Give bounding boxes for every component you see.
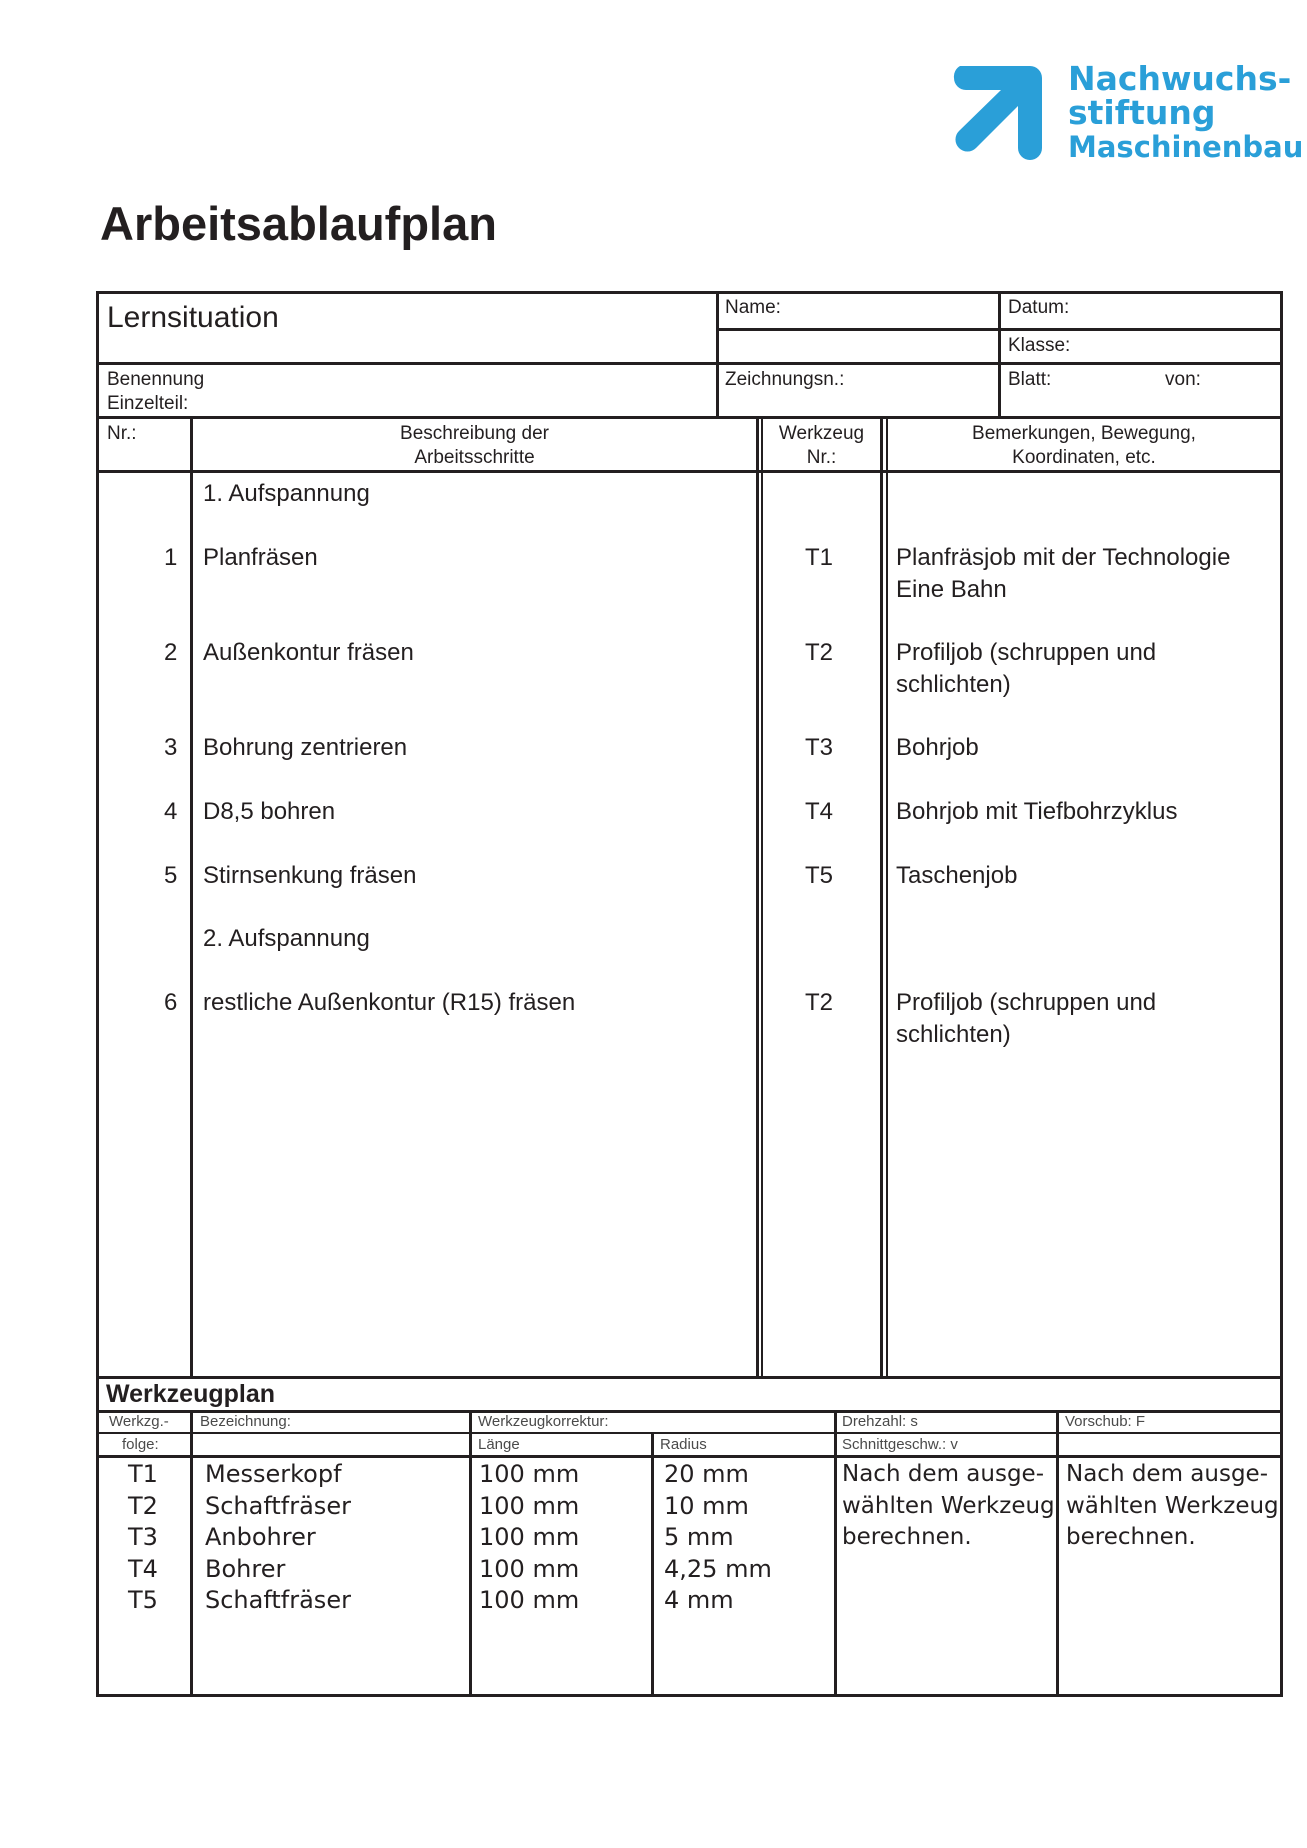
drehzahl-note-line: wählten Werkzeug — [842, 1492, 1055, 1519]
tp-header-radius: Radius — [660, 1436, 707, 1453]
col-werkzeug-header-1: Werkzeug — [778, 423, 865, 444]
klasse-field-label: Klasse: — [1008, 335, 1071, 356]
step-remark-cont: schlichten) — [896, 671, 1011, 698]
tool-laenge: 100 mm — [479, 1586, 580, 1614]
step-text: 1. Aufspannung — [203, 480, 370, 507]
logo-line-2: stiftung — [1068, 93, 1216, 132]
divider — [96, 362, 1283, 365]
step-text: Bohrung zentrieren — [203, 734, 408, 761]
step-text: Außenkontur fräsen — [203, 639, 414, 666]
divider — [761, 418, 763, 1376]
tool-radius: 5 mm — [664, 1523, 734, 1551]
tool-laenge: 100 mm — [479, 1523, 580, 1551]
tool-id: T5 — [128, 1586, 158, 1614]
step-text: Stirnsenkung fräsen — [203, 862, 417, 889]
von-label: von: — [1165, 369, 1201, 390]
tool-id: T4 — [128, 1554, 158, 1583]
lernsituation-label: Lernsituation — [107, 301, 279, 334]
tp-header-laenge: Länge — [478, 1436, 520, 1453]
tp-header-korrektur: Werkzeugkorrektur: — [478, 1413, 609, 1430]
step-remark-cont: schlichten) — [896, 1021, 1011, 1048]
step-remark: Profiljob (schruppen und — [896, 989, 1157, 1016]
tool-laenge: 100 mm — [479, 1460, 580, 1488]
tool-id: T3 — [128, 1523, 158, 1551]
step-remark: Bohrjob — [896, 734, 979, 761]
step-text: Planfräsen — [203, 544, 318, 571]
step-text: D8,5 bohren — [203, 798, 336, 825]
divider — [651, 1433, 654, 1697]
step-number: 2 — [164, 639, 178, 666]
vorschub-note — [1066, 1459, 1280, 1554]
vorschub-note-line: berechnen. — [1066, 1524, 1196, 1550]
step-tool: T1 — [805, 544, 834, 571]
step-number: 1 — [164, 544, 178, 571]
tp-header-drehzahl: Drehzahl: s — [842, 1413, 918, 1430]
divider — [834, 1411, 837, 1697]
divider — [756, 418, 759, 1376]
vorschub-note-line: Nach dem ausge- — [1066, 1461, 1269, 1487]
zeichnungsnr-label: Zeichnungsn.: — [725, 369, 845, 390]
step-tool: T4 — [805, 798, 834, 825]
tp-header-folge-2: folge: — [122, 1436, 159, 1453]
col-beschreibung-header-1: Beschreibung der — [400, 423, 549, 444]
tp-header-schnitt: Schnittgeschw.: v — [842, 1436, 958, 1453]
step-number: 3 — [164, 734, 178, 761]
step-tool: T3 — [805, 734, 834, 761]
werkzeugplan-title: Werkzeugplan — [106, 1380, 276, 1408]
divider — [1056, 1411, 1059, 1697]
tool-id: T2 — [128, 1491, 158, 1520]
step-remark: Planfräsjob mit der Technologie — [896, 544, 1231, 571]
tool-id: T1 — [128, 1460, 158, 1488]
tool-name: Schaftfräser — [205, 1586, 351, 1614]
step-remark: Taschenjob — [896, 862, 1018, 889]
tool-radius: 4,25 mm — [664, 1554, 772, 1583]
divider — [190, 418, 193, 1376]
divider — [880, 418, 883, 1376]
divider — [96, 470, 1283, 473]
tool-radius: 4 mm — [664, 1586, 734, 1614]
tool-radius: 20 mm — [664, 1460, 749, 1488]
step-number: 4 — [164, 798, 178, 825]
step-number: 5 — [164, 862, 178, 889]
divider — [998, 291, 1001, 418]
blatt-label: Blatt: — [1008, 369, 1052, 390]
col-beschreibung-header-2: Arbeitsschritte — [414, 447, 535, 468]
divider — [886, 418, 888, 1376]
datum-field-label: Datum: — [1008, 297, 1070, 318]
divider — [469, 1411, 472, 1697]
tp-header-vorschub: Vorschub: F — [1065, 1413, 1146, 1430]
drehzahl-note-line: berechnen. — [842, 1524, 972, 1550]
tool-laenge: 100 mm — [479, 1491, 580, 1520]
divider — [190, 1411, 193, 1697]
logo-line-1: Nachwuchs- — [1068, 59, 1292, 98]
col-werkzeug-header-2: Nr.: — [806, 447, 837, 468]
step-tool: T2 — [805, 989, 834, 1016]
col-bemerkungen-header-1: Bemerkungen, Bewegung, — [972, 423, 1196, 444]
divider — [96, 416, 1283, 419]
tp-header-folge-1: Werkzg.- — [109, 1413, 169, 1430]
benennung-label: Benennung — [107, 369, 205, 390]
step-text: restliche Außenkontur (R15) fräsen — [203, 989, 576, 1016]
tool-radius: 10 mm — [664, 1491, 749, 1520]
logo-line-3: Maschinenbau — [1068, 130, 1304, 164]
step-tool: T2 — [805, 639, 834, 666]
tool-name: Messerkopf — [205, 1460, 342, 1488]
page-title: Arbeitsablaufplan — [100, 197, 497, 250]
einzelteil-label: Einzelteil: — [107, 393, 189, 414]
tool-name: Schaftfräser — [205, 1491, 351, 1520]
step-remark: Profiljob (schruppen und — [896, 639, 1157, 666]
drehzahl-note — [842, 1459, 1054, 1554]
name-field-label: Name: — [725, 297, 781, 318]
tool-name: Bohrer — [205, 1554, 286, 1583]
tp-header-bezeichnung: Bezeichnung: — [200, 1413, 291, 1430]
tool-laenge: 100 mm — [479, 1554, 580, 1583]
step-text: 2. Aufspannung — [203, 925, 370, 952]
divider — [96, 1455, 1283, 1458]
step-number: 6 — [164, 989, 178, 1016]
col-nr-header: Nr.: — [107, 423, 137, 444]
tool-name: Anbohrer — [205, 1523, 316, 1551]
step-remark: Bohrjob mit Tiefbohrzyklus — [896, 798, 1178, 825]
vorschub-note-line: wählten Werkzeug — [1066, 1492, 1279, 1519]
step-tool: T5 — [805, 862, 834, 889]
logo — [950, 59, 1304, 172]
divider — [96, 1432, 1283, 1434]
drehzahl-note-line: Nach dem ausge- — [842, 1461, 1045, 1487]
step-remark-cont: Eine Bahn — [896, 576, 1007, 603]
divider — [716, 291, 719, 418]
arrow-logo-icon — [950, 62, 1050, 162]
col-bemerkungen-header-2: Koordinaten, etc. — [1012, 447, 1156, 468]
